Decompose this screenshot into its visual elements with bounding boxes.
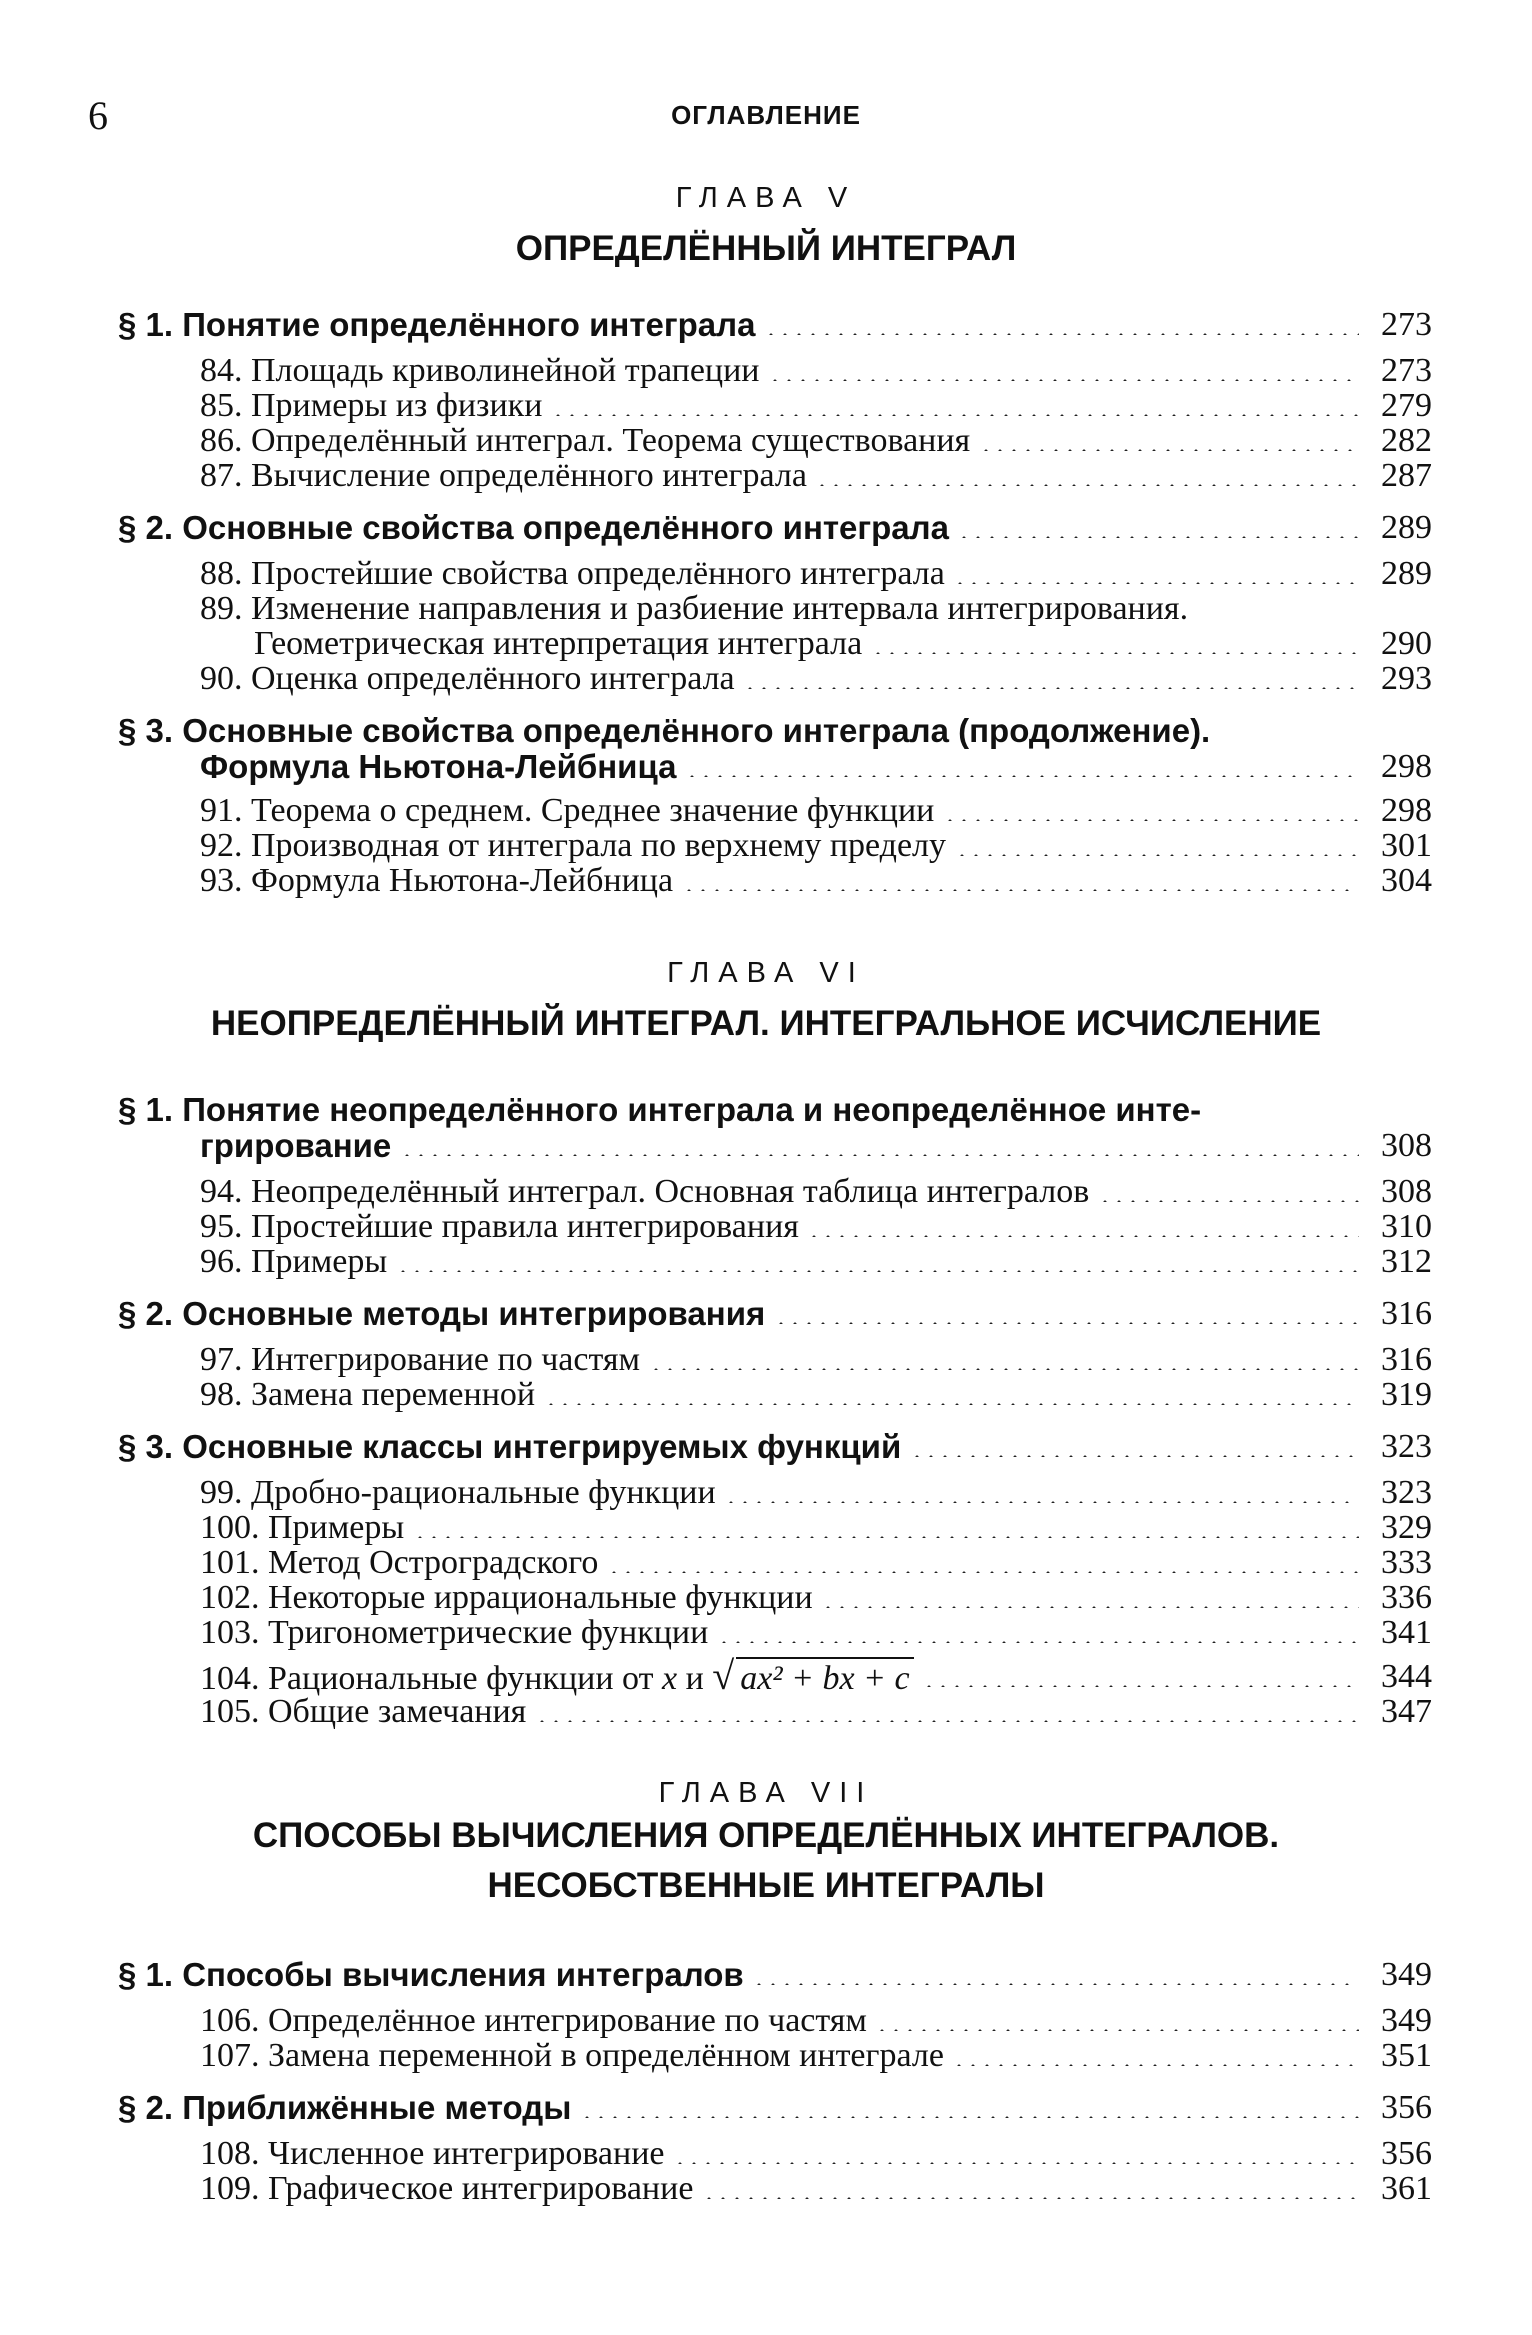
dot-leader: [743, 687, 1359, 689]
dot-leader: [952, 2064, 1359, 2066]
entry-page-number: 308: [1381, 1173, 1432, 1210]
entry-page-number: 298: [1381, 748, 1432, 785]
entry-title: 101. Метод Остроградского: [200, 1544, 599, 1581]
entry-title: 108. Численное интегрирование: [200, 2135, 665, 2172]
entry-title: 95. Простейшие правила интегрирования: [200, 1208, 799, 1245]
entry-title: Геометрическая интерпретация интеграла: [254, 625, 863, 662]
toc-subsection-entry[interactable]: [0, 1207, 1532, 1247]
dot-leader: [752, 1983, 1359, 1985]
entry-page-number: 301: [1381, 827, 1432, 864]
entry-page-number: 323: [1381, 1474, 1432, 1511]
entry-page-number: 308: [1381, 1127, 1432, 1164]
toc-section-entry[interactable]: [0, 711, 1532, 751]
entry-title: 104. Рациональные функции от x и √ ax² + bx + c: [200, 1657, 914, 1699]
entry-title: 109. Графическое интегрирование: [200, 2170, 694, 2207]
chapter-title: СПОСОБЫ ВЫЧИСЛЕНИЯ ОПРЕДЕЛЁННЫХ ИНТЕГРАЛОВ.: [252, 1816, 1280, 1855]
toc-section-entry[interactable]: [0, 1427, 1532, 1467]
dot-leader: [413, 1536, 1359, 1538]
chapter-label: ГЛАВА V: [675, 182, 857, 214]
entry-page-number: 289: [1381, 509, 1432, 546]
toc-subsection-entry[interactable]: [0, 1340, 1532, 1380]
entry-page-number: 273: [1381, 352, 1432, 389]
toc-subsection-entry[interactable]: [0, 1692, 1532, 1732]
entry-title: 88. Простейшие свойства определённого интеграла: [200, 555, 945, 592]
entry-page-number: 347: [1381, 1693, 1432, 1730]
toc-subsection-entry[interactable]: [0, 861, 1532, 901]
entry-page-number: 298: [1381, 792, 1432, 829]
dot-leader: [768, 379, 1359, 381]
dot-leader: [821, 1606, 1359, 1608]
entry-page-number: 329: [1381, 1509, 1432, 1546]
dot-leader: [979, 449, 1359, 451]
toc-section-entry[interactable]: [0, 508, 1532, 548]
entry-page-number: 312: [1381, 1243, 1432, 1280]
entry-title: 100. Примеры: [200, 1509, 405, 1546]
entry-title: 94. Неопределённый интеграл. Основная таблица интегралов: [200, 1173, 1090, 1210]
entry-title: § 3. Основные свойства определённого интеграла (продолжение).: [118, 712, 1211, 749]
dot-leader: [910, 1455, 1359, 1457]
toc-subsection-entry[interactable]: [0, 791, 1532, 831]
entry-page-number: 349: [1381, 1956, 1432, 1993]
entry-page-number: 290: [1381, 625, 1432, 662]
entry-title: 93. Формула Ньютона-Лейбница: [200, 862, 674, 899]
chapter-title: ОПРЕДЕЛЁННЫЙ ИНТЕГРАЛ: [515, 229, 1017, 268]
toc-subsection-entry[interactable]: [0, 351, 1532, 391]
chapter-label: ГЛАВА VI: [667, 957, 865, 989]
toc-subsection-entry[interactable]: [0, 2134, 1532, 2174]
sqrt-icon: √: [712, 1653, 735, 1698]
entry-title: 92. Производная от интеграла по верхнему пределу: [200, 827, 947, 864]
entry-title: 107. Замена переменной в определённом интеграле: [200, 2037, 944, 2074]
dot-leader: [551, 414, 1359, 416]
entry-page-number: 316: [1381, 1295, 1432, 1332]
toc-section-entry[interactable]: [0, 1090, 1532, 1130]
toc-subsection-entry[interactable]: [0, 1653, 1532, 1698]
entry-title: 98. Замена переменной: [200, 1376, 536, 1413]
dot-leader: [807, 1235, 1359, 1237]
toc-subsection-entry[interactable]: [0, 1242, 1532, 1282]
entry-title: 96. Примеры: [200, 1243, 388, 1280]
toc-subsection-entry[interactable]: [0, 1375, 1532, 1415]
dot-leader: [955, 854, 1359, 856]
dot-leader: [544, 1403, 1359, 1405]
dot-leader: [607, 1571, 1359, 1573]
entry-page-number: 341: [1381, 1614, 1432, 1651]
entry-title: 97. Интегрирование по частям: [200, 1341, 641, 1378]
toc-subsection-entry[interactable]: [0, 554, 1532, 594]
entry-title: 89. Изменение направления и разбиение интервала интегрирования.: [200, 590, 1189, 627]
dot-leader: [875, 2029, 1359, 2031]
entry-page-number: 349: [1381, 2002, 1432, 2039]
entry-title: 86. Определённый интеграл. Теорема существования: [200, 422, 971, 459]
chapter-title: НЕСОБСТВЕННЫЕ ИНТЕГРАЛЫ: [487, 1866, 1045, 1905]
entry-page-number: 273: [1381, 306, 1432, 343]
entry-title: Формула Ньютона-Лейбница: [200, 748, 677, 785]
entry-page-number: 293: [1381, 660, 1432, 697]
toc-subsection-entry[interactable]: [0, 1578, 1532, 1618]
toc-subsection-entry[interactable]: [0, 659, 1532, 699]
entry-title: § 1. Понятие неопределённого интеграла и неопределённое инте-: [118, 1091, 1202, 1128]
entry-page-number: 336: [1381, 1579, 1432, 1616]
toc-section-entry[interactable]: [0, 747, 1532, 787]
entry-title: 102. Некоторые иррациональные функции: [200, 1579, 813, 1616]
entry-title: 90. Оценка определённого интеграла: [200, 660, 735, 697]
entry-page-number: 323: [1381, 1428, 1432, 1465]
dot-leader: [400, 1154, 1359, 1156]
dot-leader: [673, 2162, 1359, 2164]
toc-subsection-entry[interactable]: [0, 624, 1532, 664]
dot-leader: [717, 1641, 1359, 1643]
toc-subsection-entry[interactable]: [0, 589, 1532, 629]
dot-leader: [1098, 1200, 1359, 1202]
dot-leader: [649, 1368, 1359, 1370]
entry-page-number: 344: [1381, 1658, 1432, 1695]
dot-leader: [815, 484, 1359, 486]
entry-page-number: 287: [1381, 457, 1432, 494]
chapter-heading: [0, 180, 1532, 274]
dot-leader: [871, 652, 1359, 654]
toc-subsection-entry[interactable]: [0, 1508, 1532, 1548]
entry-title: § 1. Способы вычисления интегралов: [118, 1956, 744, 1993]
entry-title: 99. Дробно-рациональные функции: [200, 1474, 716, 1511]
toc-subsection-entry[interactable]: [0, 826, 1532, 866]
toc-subsection-entry[interactable]: [0, 456, 1532, 496]
toc-subsection-entry[interactable]: [0, 1613, 1532, 1653]
dot-leader: [943, 819, 1359, 821]
entry-title: 106. Определённое интегрирование по частям: [200, 2002, 867, 2039]
dot-leader: [957, 536, 1359, 538]
entry-title: § 2. Приближённые методы: [118, 2089, 572, 2126]
toc-subsection-entry[interactable]: [0, 1473, 1532, 1513]
toc-subsection-entry[interactable]: [0, 421, 1532, 461]
chapter-heading: [0, 1775, 1532, 1911]
entry-page-number: 351: [1381, 2037, 1432, 2074]
toc-subsection-entry[interactable]: [0, 1543, 1532, 1583]
dot-leader: [953, 582, 1359, 584]
entry-title: § 3. Основные классы интегрируемых функций: [118, 1428, 902, 1465]
entry-title: 87. Вычисление определённого интеграла: [200, 457, 807, 494]
entry-page-number: 356: [1381, 2135, 1432, 2172]
entry-title: грирование: [200, 1127, 392, 1164]
entry-page-number: 316: [1381, 1341, 1432, 1378]
toc-section-entry[interactable]: [0, 305, 1532, 345]
page-number: 6: [88, 93, 108, 138]
dot-leader: [724, 1501, 1359, 1503]
toc-section-entry[interactable]: [0, 1955, 1532, 1995]
entry-page-number: 361: [1381, 2170, 1432, 2207]
entry-title: § 1. Понятие определённого интеграла: [118, 306, 756, 343]
toc-section-entry[interactable]: [0, 2088, 1532, 2128]
dot-leader: [774, 1322, 1359, 1324]
toc-subsection-entry[interactable]: [0, 2036, 1532, 2076]
entry-page-number: 333: [1381, 1544, 1432, 1581]
dot-leader: [702, 2197, 1359, 2199]
dot-leader: [922, 1685, 1359, 1687]
entry-page-number: 356: [1381, 2089, 1432, 2126]
entry-title: 85. Примеры из физики: [200, 387, 543, 424]
toc-section-entry[interactable]: [0, 1294, 1532, 1334]
dot-leader: [396, 1270, 1359, 1272]
entry-title: 103. Тригонометрические функции: [200, 1614, 709, 1651]
toc-subsection-entry[interactable]: [0, 2169, 1532, 2209]
entry-page-number: 289: [1381, 555, 1432, 592]
entry-title: § 2. Основные методы интегрирования: [118, 1295, 766, 1332]
toc-subsection-entry[interactable]: [0, 386, 1532, 426]
chapter-label: ГЛАВА VII: [658, 1777, 874, 1809]
entry-page-number: 304: [1381, 862, 1432, 899]
entry-page-number: 319: [1381, 1376, 1432, 1413]
dot-leader: [535, 1720, 1359, 1722]
entry-page-number: 310: [1381, 1208, 1432, 1245]
toc-subsection-entry[interactable]: [0, 2001, 1532, 2041]
dot-leader: [764, 333, 1359, 335]
toc-section-entry[interactable]: [0, 1126, 1532, 1166]
toc-subsection-entry[interactable]: [0, 1172, 1532, 1212]
entry-title: 91. Теорема о среднем. Среднее значение функции: [200, 792, 935, 829]
dot-leader: [580, 2116, 1359, 2118]
entry-page-number: 279: [1381, 387, 1432, 424]
chapter-heading: [0, 955, 1532, 1049]
entry-title: § 2. Основные свойства определённого интеграла: [118, 509, 949, 546]
entry-title: 105. Общие замечания: [200, 1693, 527, 1730]
running-head: ОГЛАВЛЕНИЕ: [671, 100, 861, 130]
entry-page-number: 282: [1381, 422, 1432, 459]
chapter-title: НЕОПРЕДЕЛЁННЫЙ ИНТЕГРАЛ. ИНТЕГРАЛЬНОЕ ИСЧИСЛЕНИЕ: [210, 1004, 1322, 1043]
dot-leader: [685, 775, 1359, 777]
dot-leader: [682, 889, 1359, 891]
entry-title: 84. Площадь криволинейной трапеции: [200, 352, 760, 389]
